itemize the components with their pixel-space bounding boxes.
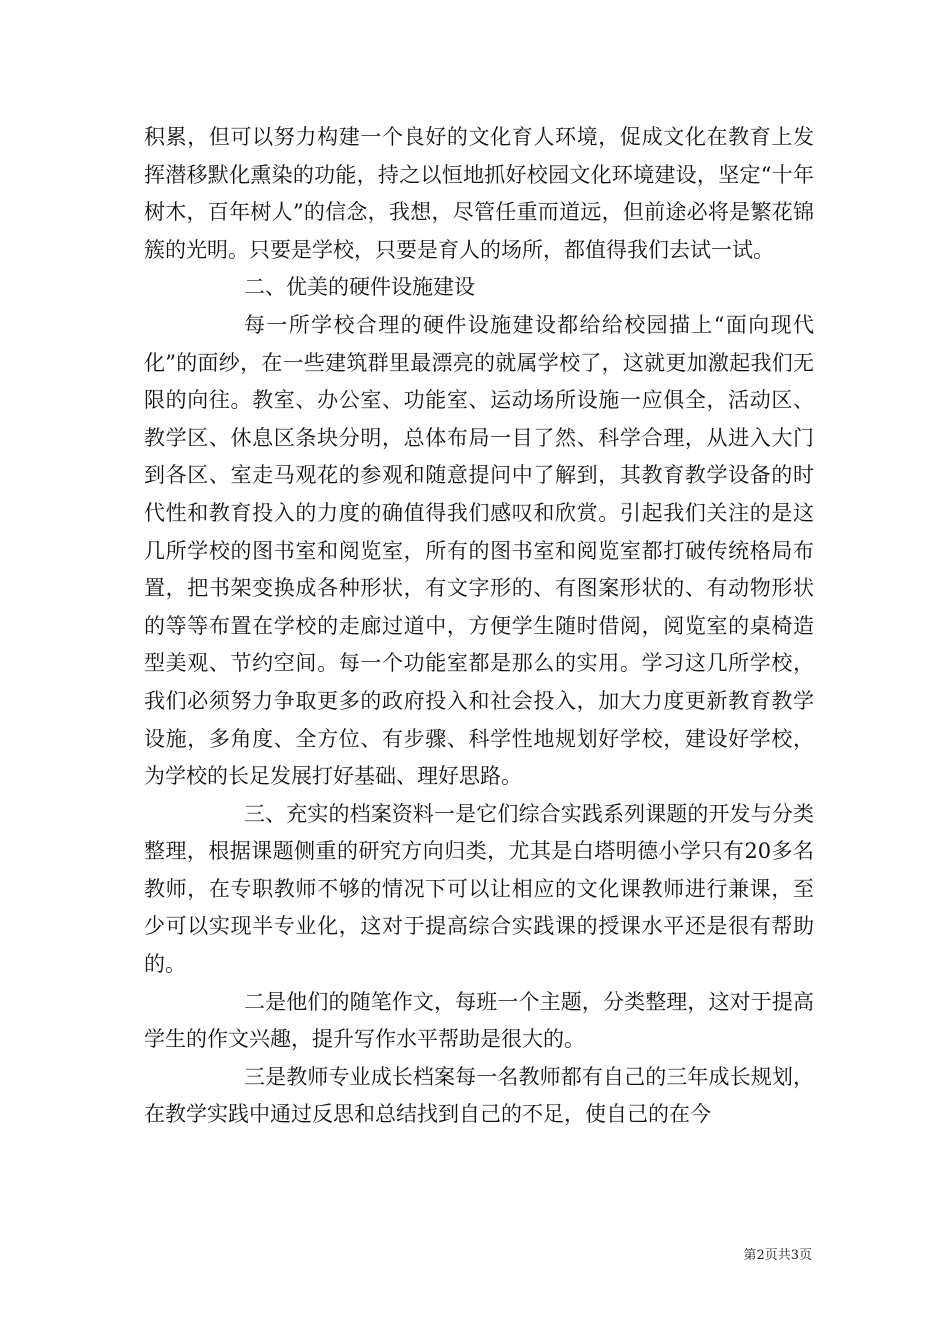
document-body xyxy=(144,119,814,1134)
paragraph-continuation: 积累，但可以努力构建一个良好的文化育人环境，促成文化在教育上发挥潜移默化熏染的功能，持之以恒地抓好校园文化环境建设，坚定“十年树木，百年树人”的信念，我想，尽管任重而道远，但前途必将是繁花锦簇的光明。只要是学校，只要是育人的场所，都值得我们去试一试。 xyxy=(144,125,814,262)
paragraph-teacher-growth: 三是教师专业成长档案每一名教师都有自己的三年成长规划，在教学实践中通过反思和总结找到自己的不足，使自己的在今 xyxy=(144,1064,814,1127)
paragraph-hardware: 每一所学校合理的硬件设施建设都给给校园描上“面向现代化”的面纱，在一些建筑群里最漂亮的就属学校了，这就更加激起我们无限的向往。教室、办公室、功能室、运动场所设施一应俱全，活动区、教学区、休息区条块分明，总体布局一目了然、科学合理，从进入大门到各区、室走马观花的参观和随意提问中了解到，其教育教学设备的时代性和教育投入的力度的确值得我们感叹和欣赏。引起我们关注的是这几所学校的图书室和阅览室，所有的图书室和阅览室都打破传统格局布置，把书架变换成各种形状，有文字形的、有图案形状的、有动物形状的等等布置在学校的走廊过道中，方便学生随时借阅，阅览室的桌椅造型美观、节约空间。每一个功能室都是那么的实用。学习这几所学校，我们必须努力争取更多的政府投入和社会投入，加大力度更新教育教学设施，多角度、全方位、有步骤、科学性地规划好学校，建设好学校，为学校的长足发展打好基础、理好思路。 xyxy=(144,312,814,789)
paragraph-essays: 二是他们的随笔作文，每班一个主题，分类整理，这对于提高学生的作文兴趣，提升写作水平帮助是很大的。 xyxy=(144,989,814,1052)
section-heading-hardware: 二、优美的硬件设施建设 xyxy=(244,275,475,300)
page-number-footer: 第2页共3页 xyxy=(743,1248,812,1263)
paragraph-archives: 三、充实的档案资料一是它们综合实践系列课题的开发与分类整理，根据课题侧重的研究方向归类，尤其是白塔明德小学只有20多名教师，在专职教师不够的情况下可以让相应的文化课教师进行兼课，至少可以实现半专业化，这对于提高综合实践课的授课水平还是很有帮助的。 xyxy=(144,801,814,977)
